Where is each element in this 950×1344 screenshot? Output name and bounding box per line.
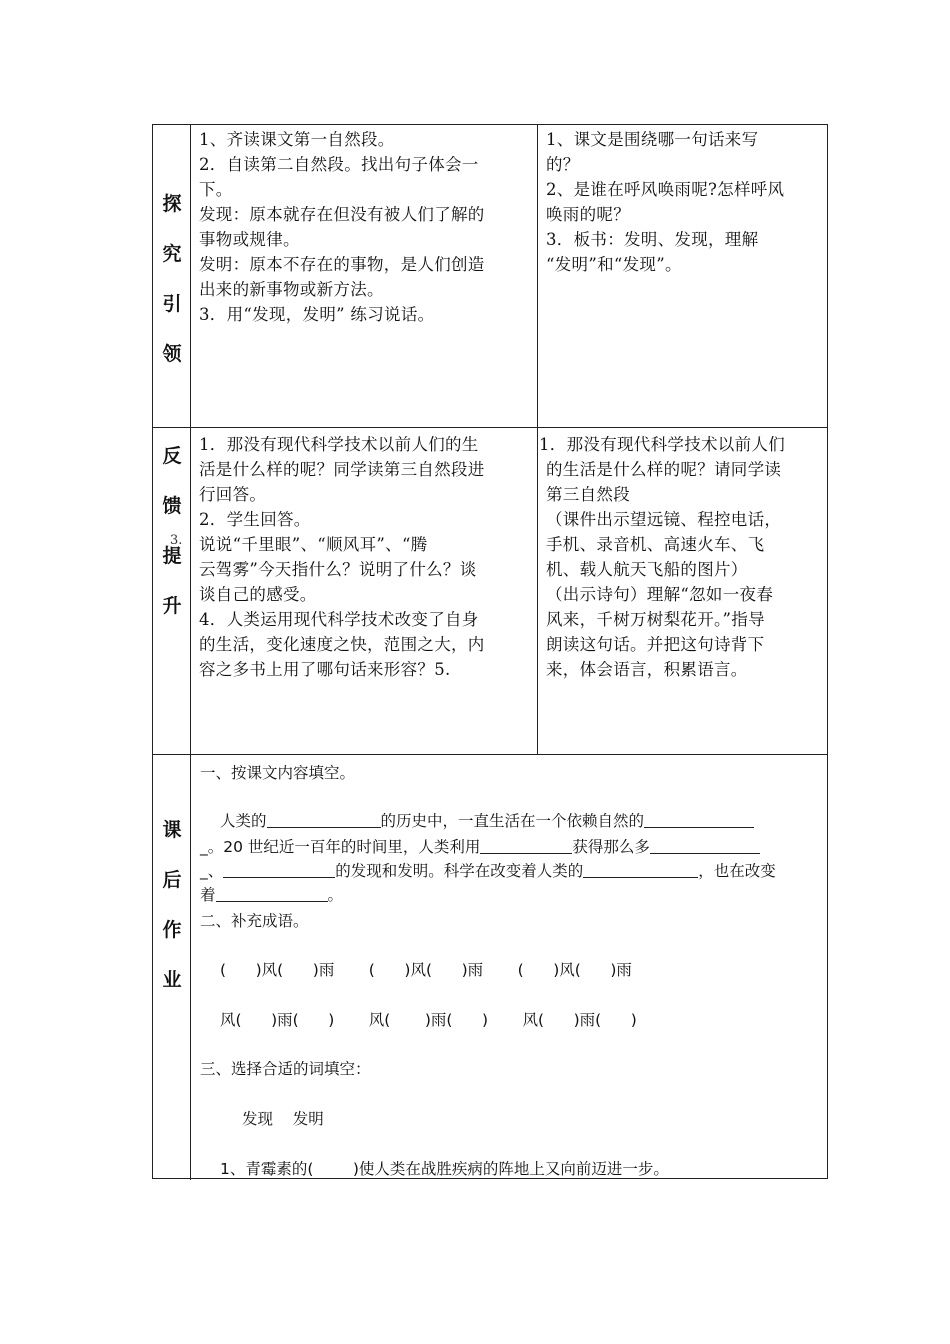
text-line: 下。 xyxy=(199,180,233,199)
text-segment: ，也在改变 xyxy=(698,862,776,880)
text-segment: 人类的 xyxy=(220,812,267,830)
label-char: 业 xyxy=(162,969,182,991)
section-label-explore xyxy=(153,195,191,395)
blank[interactable] xyxy=(650,835,760,854)
explore-student-steps xyxy=(546,127,784,277)
text-line: 行回答。 xyxy=(199,485,267,504)
text-line: 1．那没有现代科学技术以前人们的生 xyxy=(199,435,479,454)
lesson-plan-table xyxy=(152,124,828,1179)
fill-blank-line xyxy=(220,809,754,831)
text-line: 活是什么样的呢？同学读第三自然段进 xyxy=(199,460,485,479)
text-line: （出示诗句）理解“忽如一夜春 xyxy=(546,585,774,604)
text-line: 发明：原本不存在的事物，是人们创造 xyxy=(199,255,485,274)
blank[interactable] xyxy=(583,859,698,878)
text-line: 云驾雾”今天指什么？说明了什么？谈 xyxy=(199,560,477,579)
text-line: 风来，千树万树梨花开。”指导 xyxy=(546,610,765,629)
text-segment: 的历史中，一直生活在一个依赖自然的 xyxy=(380,812,645,830)
row-divider xyxy=(153,427,827,428)
text-line: 4．人类运用现代科学技术改变了自身 xyxy=(199,610,479,629)
idiom-row: ( )风( )雨 ( )风( )雨 ( )风( )雨 xyxy=(220,961,632,979)
feedback-teacher-steps xyxy=(199,432,485,682)
text-line: 1、课文是围绕哪一句话来写 xyxy=(546,130,759,149)
label-char: 究 xyxy=(162,243,182,265)
text-line: 3．板书：发明、发现，理解 xyxy=(546,230,759,249)
blank[interactable] xyxy=(216,883,328,902)
text-line: 第三自然段 xyxy=(546,485,630,504)
blank[interactable] xyxy=(480,835,572,854)
section-label-homework xyxy=(153,821,191,1021)
text-line: 3．用“发现，发明” 练习说话。 xyxy=(199,305,435,324)
label-char: 引 xyxy=(162,293,182,315)
question-title: 一、按课文内容填空。 xyxy=(200,764,356,782)
explore-teacher-steps xyxy=(199,127,485,327)
text-line: 手机、录音机、高速火车、飞 xyxy=(546,535,765,554)
label-char: 反 xyxy=(162,445,182,467)
label-char: 后 xyxy=(162,869,182,891)
idiom-row: 风( )雨( ) 风( )雨( ) 风( )雨( ) xyxy=(220,1011,637,1029)
question-title: 三、选择合适的词填空： xyxy=(200,1060,371,1078)
text-line: 出来的新事物或新方法。 xyxy=(199,280,384,299)
text-line: 谈自己的感受。 xyxy=(199,585,317,604)
middle-column-divider xyxy=(537,125,538,754)
text-line: 的生活，变化速度之快，范围之大，内 xyxy=(199,635,485,654)
stray-number-mark: 3. xyxy=(170,533,183,548)
label-char: 馈 xyxy=(162,495,182,517)
text-line: 2．自读第二自然段。找出句子体会一 xyxy=(199,155,479,174)
text-line: 朗读这句话。并把这句诗背下 xyxy=(546,635,765,654)
text-line: 发现：原本就存在但没有被人们了解的 xyxy=(199,205,485,224)
fill-blank-line xyxy=(200,859,776,881)
text-line: 容之多书上用了哪句话来形容？5. xyxy=(199,660,451,679)
text-segment: 。 xyxy=(327,886,344,904)
blank[interactable] xyxy=(223,859,335,878)
text-line: 的？ xyxy=(546,155,580,174)
fill-blank-line xyxy=(200,835,760,857)
text-line: 事物或规律。 xyxy=(199,230,300,249)
text-line: 1、齐读课文第一自然段。 xyxy=(199,130,395,149)
text-line: “发明”和“发现”。 xyxy=(546,255,682,274)
label-char: 探 xyxy=(162,193,182,215)
homework-content xyxy=(192,755,827,1178)
text-segment: _。20 世纪近一百年的时间里，人类利用 xyxy=(200,838,481,856)
label-char: 作 xyxy=(162,919,182,941)
text-segment: 获得那么多 xyxy=(572,838,650,856)
text-line: 机、载人航天飞船的图片） xyxy=(546,560,748,579)
label-char: 领 xyxy=(162,343,182,365)
word-choices: 发现 发明 xyxy=(242,1110,324,1128)
text-line: 说说“千里眼”、“顺风耳”、“腾 xyxy=(199,535,428,554)
text-line: 的生活是什么样的呢？请同学读 xyxy=(546,460,782,479)
text-line: （课件出示望远镜、程控电话， xyxy=(546,510,782,529)
question-item: 1、青霉素的( )使人类在战胜疾病的阵地上又向前迈进一步。 xyxy=(220,1160,669,1178)
text-segment: 的发现和发明。科学在改变着人类的 xyxy=(335,862,584,880)
fill-blank-line xyxy=(200,883,343,905)
text-segment: _、 xyxy=(200,862,224,880)
text-line: 唤雨的呢？ xyxy=(546,205,630,224)
text-line: 1．那没有现代科学技术以前人们 xyxy=(539,435,785,454)
blank[interactable] xyxy=(267,809,381,828)
text-line: 2、是谁在呼风唤雨呢?怎样呼风 xyxy=(546,180,785,199)
text-line: 来，体会语言，积累语言。 xyxy=(546,660,748,679)
blank[interactable] xyxy=(644,809,754,828)
label-char: 提 xyxy=(162,545,182,567)
question-title: 二、补充成语。 xyxy=(200,912,309,930)
label-char: 升 xyxy=(162,595,182,617)
feedback-student-steps xyxy=(539,432,785,682)
text-segment: 着 xyxy=(200,886,216,904)
text-line: 2．学生回答。 xyxy=(199,510,311,529)
label-char: 课 xyxy=(162,819,182,841)
